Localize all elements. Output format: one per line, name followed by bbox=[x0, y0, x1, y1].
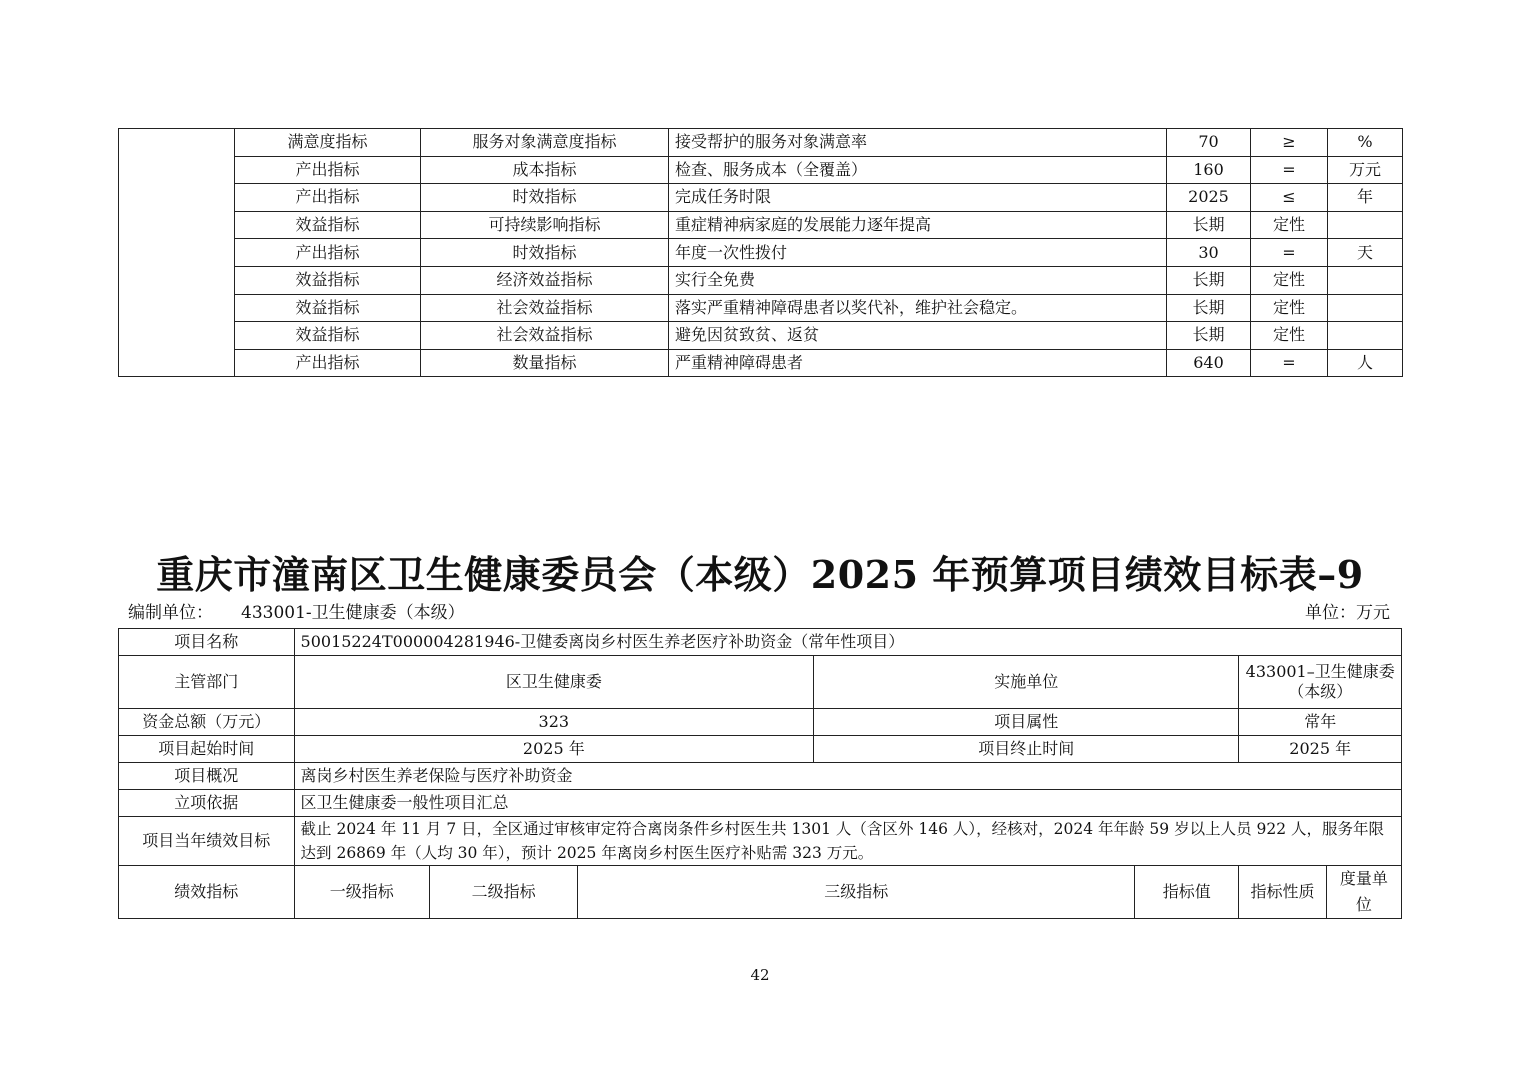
cell-level2: 时效指标 bbox=[421, 184, 669, 212]
label-indicators: 绩效指标 bbox=[119, 866, 295, 919]
row-basis bbox=[119, 790, 1402, 817]
value-start: 2025 年 bbox=[294, 736, 814, 763]
cell-level1: 效益指标 bbox=[235, 322, 421, 350]
cell-unit bbox=[1328, 294, 1403, 322]
cell-value: 长期 bbox=[1167, 211, 1251, 239]
cell-level1: 产出指标 bbox=[235, 239, 421, 267]
value-basis: 区卫生健康委一般性项目汇总 bbox=[294, 790, 1401, 817]
row-indicator-header bbox=[119, 866, 1402, 919]
value-overview: 离岗乡村医生养老保险与医疗补助资金 bbox=[294, 763, 1401, 790]
value-dept: 区卫生健康委 bbox=[294, 656, 814, 709]
cell-operator: = bbox=[1251, 239, 1328, 267]
cell-level3: 严重精神障碍患者 bbox=[669, 349, 1167, 377]
label-fund: 资金总额（万元） bbox=[119, 709, 295, 736]
top-indicator-table bbox=[118, 128, 1403, 377]
cell-level3: 避免因贫致贫、返贫 bbox=[669, 322, 1167, 350]
cell-operator: = bbox=[1251, 156, 1328, 184]
cell-level2: 可持续影响指标 bbox=[421, 211, 669, 239]
row-goal bbox=[119, 817, 1402, 866]
header-level3: 三级指标 bbox=[578, 866, 1135, 919]
label-project-name: 项目名称 bbox=[119, 629, 295, 656]
row-overview bbox=[119, 763, 1402, 790]
cell-level3: 实行全免费 bbox=[669, 266, 1167, 294]
label-goal: 项目当年绩效目标 bbox=[119, 817, 295, 866]
table-row bbox=[119, 184, 1403, 212]
cell-level1: 产出指标 bbox=[235, 349, 421, 377]
cell-level1: 产出指标 bbox=[235, 156, 421, 184]
compiling-unit bbox=[128, 602, 465, 624]
page-number: 42 bbox=[750, 966, 770, 984]
money-unit: 单位：万元 bbox=[1305, 603, 1390, 623]
cell-level1: 效益指标 bbox=[235, 294, 421, 322]
table-row bbox=[119, 294, 1403, 322]
table-row bbox=[119, 266, 1403, 294]
label-start: 项目起始时间 bbox=[119, 736, 295, 763]
cell-level3: 完成任务时限 bbox=[669, 184, 1167, 212]
table-row bbox=[119, 211, 1403, 239]
cell-level1: 产出指标 bbox=[235, 184, 421, 212]
cell-unit bbox=[1328, 322, 1403, 350]
cell-level2: 数量指标 bbox=[421, 349, 669, 377]
cell-value: 640 bbox=[1167, 349, 1251, 377]
project-performance-table bbox=[118, 628, 1402, 919]
cell-level1: 满意度指标 bbox=[235, 129, 421, 157]
label-overview: 项目概况 bbox=[119, 763, 295, 790]
cell-operator: 定性 bbox=[1251, 294, 1328, 322]
cell-value: 160 bbox=[1167, 156, 1251, 184]
table-row bbox=[119, 349, 1403, 377]
table-row bbox=[119, 239, 1403, 267]
cell-unit: 年 bbox=[1328, 184, 1403, 212]
value-project-name: 50015224T000004281946-卫健委离岗乡村医生养老医疗补助资金（常年性项目） bbox=[294, 629, 1401, 656]
cell-operator: ≤ bbox=[1251, 184, 1328, 212]
cell-unit: 人 bbox=[1328, 349, 1403, 377]
cell-level1: 效益指标 bbox=[235, 211, 421, 239]
cell-operator: 定性 bbox=[1251, 211, 1328, 239]
cell-operator: 定性 bbox=[1251, 322, 1328, 350]
row-time bbox=[119, 736, 1402, 763]
row-project-name bbox=[119, 629, 1402, 656]
value-impl: 433001–卫生健康委（本级） bbox=[1239, 656, 1402, 709]
cell-level3: 落实严重精神障碍患者以奖代补，维护社会稳定。 bbox=[669, 294, 1167, 322]
cell-unit: % bbox=[1328, 129, 1403, 157]
cell-level3: 接受帮护的服务对象满意率 bbox=[669, 129, 1167, 157]
cell-value: 2025 bbox=[1167, 184, 1251, 212]
cell-level2: 成本指标 bbox=[421, 156, 669, 184]
table-row bbox=[119, 129, 1403, 157]
label-dept: 主管部门 bbox=[119, 656, 295, 709]
cell-level1: 效益指标 bbox=[235, 266, 421, 294]
value-goal: 截止 2024 年 11 月 7 日，全区通过审核审定符合离岗条件乡村医生共 1301 人（含区外 146 人），经核对，2024 年年龄 59 岁以上人员 922 人，服务年限达到 26869 年（人均 30 年），预计 2025 年离岗乡村医生医疗补贴需 323 万元。 bbox=[294, 817, 1401, 866]
cell-unit bbox=[1328, 266, 1403, 294]
table-row bbox=[119, 322, 1403, 350]
table-row bbox=[119, 156, 1403, 184]
cell-operator: = bbox=[1251, 349, 1328, 377]
label-impl: 实施单位 bbox=[814, 656, 1239, 709]
cell-value: 30 bbox=[1167, 239, 1251, 267]
header-value: 指标值 bbox=[1135, 866, 1239, 919]
label-basis: 立项依据 bbox=[119, 790, 295, 817]
cell-level2: 社会效益指标 bbox=[421, 322, 669, 350]
cell-value: 长期 bbox=[1167, 322, 1251, 350]
cell-operator: ≥ bbox=[1251, 129, 1328, 157]
header-unit: 度量单位 bbox=[1326, 866, 1401, 919]
cell-value: 70 bbox=[1167, 129, 1251, 157]
value-attr: 常年 bbox=[1239, 709, 1402, 736]
cell-level2: 社会效益指标 bbox=[421, 294, 669, 322]
value-fund: 323 bbox=[294, 709, 814, 736]
cell-level2: 经济效益指标 bbox=[421, 266, 669, 294]
cell-unit bbox=[1328, 211, 1403, 239]
compiling-unit-label: 编制单位： bbox=[128, 603, 213, 623]
header-nature: 指标性质 bbox=[1239, 866, 1326, 919]
cell-value: 长期 bbox=[1167, 266, 1251, 294]
cell-level2: 服务对象满意度指标 bbox=[421, 129, 669, 157]
cell-level3: 检查、服务成本（全覆盖） bbox=[669, 156, 1167, 184]
compiling-unit-value: 433001-卫生健康委（本级） bbox=[241, 603, 465, 623]
cell-level3: 年度一次性拨付 bbox=[669, 239, 1167, 267]
merged-blank-cell bbox=[119, 129, 235, 377]
cell-unit: 万元 bbox=[1328, 156, 1403, 184]
cell-level3: 重症精神病家庭的发展能力逐年提高 bbox=[669, 211, 1167, 239]
row-fund bbox=[119, 709, 1402, 736]
header-level1: 一级指标 bbox=[294, 866, 429, 919]
row-dept bbox=[119, 656, 1402, 709]
cell-level2: 时效指标 bbox=[421, 239, 669, 267]
cell-operator: 定性 bbox=[1251, 266, 1328, 294]
label-end: 项目终止时间 bbox=[814, 736, 1239, 763]
label-attr: 项目属性 bbox=[814, 709, 1239, 736]
cell-value: 长期 bbox=[1167, 294, 1251, 322]
header-level2: 二级指标 bbox=[429, 866, 577, 919]
cell-unit: 天 bbox=[1328, 239, 1403, 267]
page-title: 重庆市潼南区卫生健康委员会（本级）2025 年预算项目绩效目标表–9 bbox=[156, 552, 1364, 597]
value-end: 2025 年 bbox=[1239, 736, 1402, 763]
